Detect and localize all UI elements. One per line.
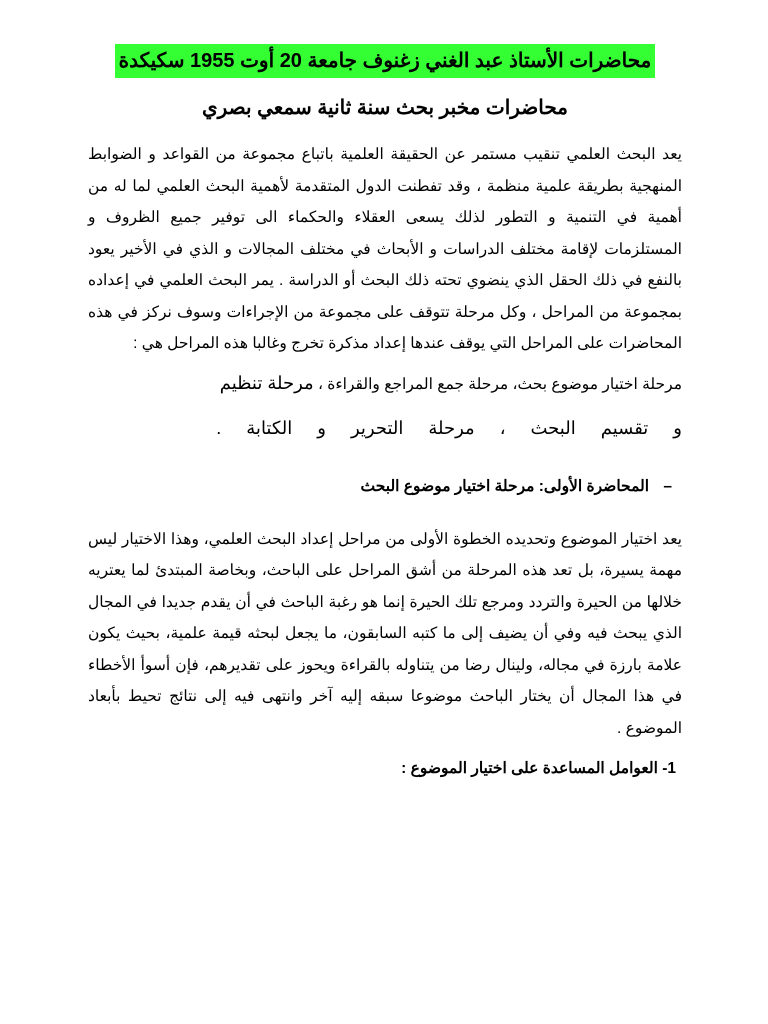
document-title-row — [88, 44, 682, 79]
section-paragraph: يعد اختيار الموضوع وتحديده الخطوة الأولى من مراحل إعداد البحث العلمي، وهذا الاختيار ليس مهمة يسيرة، بل تعد هذه المرحلة من أشق المراحل على الباحث، وبخاصة المبتدئ لما يعتريه خلالها من الحيرة والتردد ومرجع تلك الحيرة إنما هو رغبة الباحث في أن يقدم جديدا في المجال الذي يبحث فيه وفي أن يضيف إلى ما كتبه السابقون، ما يجعل لبحثه قيمة علمية، بحيث يكون علامة بارزة في مجاله، ولينال رضا من يتناوله بالقراءة ويحوز على تقديرهم، فإن أسوأ الأخطاء في هذا المجال أن يختار الباحث موضوعا سبقه إليه آخر وانتهى فيه إلى نتائج تحيط بأبعاد الموضوع . — [88, 530, 682, 737]
document-page — [88, 44, 682, 784]
stages-line-spaced: مرحلة تنظيم — [219, 372, 314, 393]
section-heading-row — [88, 472, 672, 502]
intro-paragraph: يعد البحث العلمي تنقيب مستمر عن الحقيقة العلمية باتباع مجموعة من القواعد و الضوابط المنهجية بطريقة علمية منظمة ، وقد تفطنت الدول المتقدمة لأهمية البحث العلمي لما له من أهمية في التنمية و التطور لذلك يسعى العقلاء والحكماء الى توفير جميع الظروف و المستلزمات لإقامة مختلف الدراسات و الأبحاث في مختلف المجالات و الذي في الأخير يعود بالنفع في ذلك الحقل الذي ينضوي تحته ذلك البحث أو الدراسة . يمر البحث العلمي في إعداده بمجموعة من المراحل ، وكل مرحلة تتوقف على مجموعة من الإجراءات وسوف نركز في هذه المحاضرات على المراحل التي يوقف عندها إعداد مذكرة تخرج وغالبا هذه المراحل هي : — [88, 146, 682, 352]
stages-rest: و تقسيم البحث ، مرحلة التحرير و الكتابة . — [216, 417, 682, 438]
subsection-heading: 1- العوامل المساعدة على اختيار الموضوع : — [401, 760, 676, 777]
section-heading: المحاضرة الأولى: مرحلة اختيار موضوع البحث — [360, 477, 650, 495]
stages-line-start: مرحلة اختيار موضوع بحث، مرحلة جمع المراجع والقراءة ، — [317, 375, 682, 393]
document-subtitle: محاضرات مخبر بحث سنة ثانية سمعي بصري — [201, 97, 568, 119]
document-title: محاضرات الأستاذ عبد الغني زغنوف جامعة 20 أوت 1955 سكيكدة — [115, 44, 656, 78]
section-dash: – — [663, 477, 672, 495]
stages-line — [88, 366, 682, 402]
